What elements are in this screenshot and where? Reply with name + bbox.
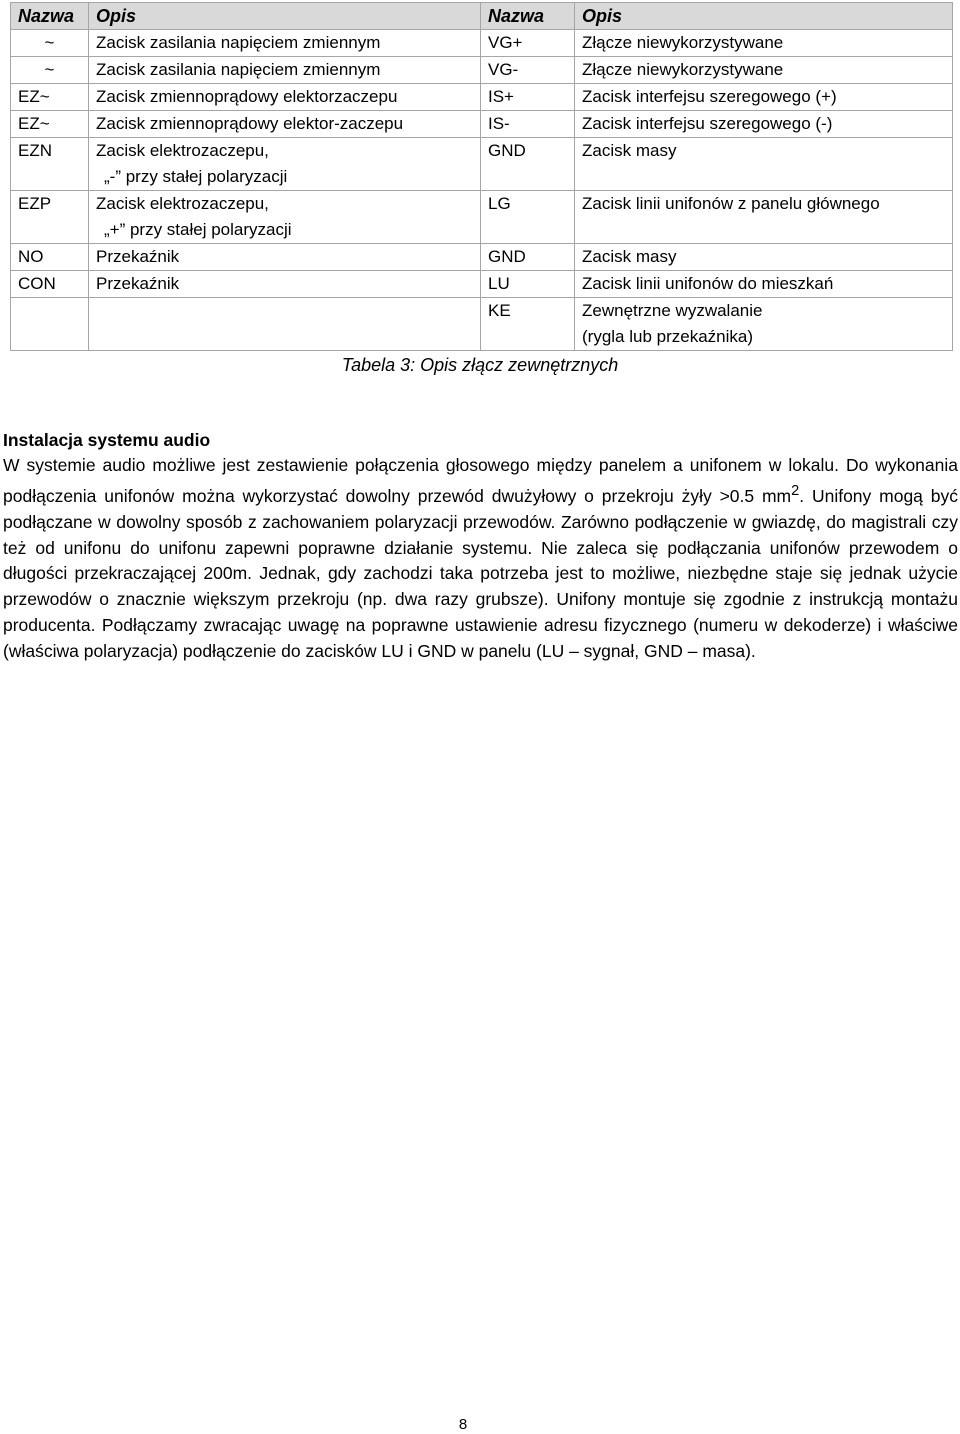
paragraph-text-part-1: W systemie audio możliwe jest zestawienie połączenia głosowego między panelem a unifonem w lokalu. Do wykonania podłączenia unifonów można wykorzystać dowolny przewód dwużyłowy o przekroju żyły >0.5 mm xyxy=(3,455,958,506)
desc-line: „+” przy stałej polaryzacji xyxy=(104,220,292,239)
right-code-cell: LU xyxy=(481,271,575,298)
right-code-cell: GND xyxy=(481,244,575,271)
table-row xyxy=(11,30,953,57)
left-desc-cell xyxy=(89,244,481,271)
right-code-cell: VG- xyxy=(481,57,575,84)
header-name-right: Nazwa xyxy=(481,3,575,30)
desc-line: Zacisk masy xyxy=(582,141,677,160)
section-title: Instalacja systemu audio xyxy=(3,430,211,450)
desc-line: Zacisk zmiennoprądowy elektorzaczepu xyxy=(96,87,398,106)
superscript-two: 2 xyxy=(791,482,800,499)
left-code-cell: EZ~ xyxy=(11,111,89,138)
audio-installation-section xyxy=(3,427,958,665)
right-code-cell: VG+ xyxy=(481,30,575,57)
desc-line: Złącze niewykorzystywane xyxy=(582,60,784,79)
header-name-left: Nazwa xyxy=(11,3,89,30)
right-code-cell: IS+ xyxy=(481,84,575,111)
desc-line: Przekaźnik xyxy=(96,274,180,293)
header-desc-left: Opis xyxy=(89,3,481,30)
right-desc-cell xyxy=(575,57,953,84)
desc-line: Zacisk zmiennoprądowy elektor-zaczepu xyxy=(96,114,404,133)
section-paragraph xyxy=(3,453,958,665)
table-row xyxy=(11,84,953,111)
right-desc-cell xyxy=(575,298,953,351)
right-code-cell: IS- xyxy=(481,111,575,138)
left-desc-cell xyxy=(89,84,481,111)
right-desc-cell xyxy=(575,271,953,298)
desc-line: Zacisk linii unifonów z panelu głównego xyxy=(582,194,880,213)
table-row xyxy=(11,191,953,244)
connectors-table xyxy=(10,2,953,351)
left-code-cell: EZP xyxy=(11,191,89,244)
left-code-cell: CON xyxy=(11,271,89,298)
table-row xyxy=(11,244,953,271)
left-desc-cell xyxy=(89,57,481,84)
desc-line: Zacisk zasilania napięciem zmiennym xyxy=(96,33,381,52)
right-desc-cell xyxy=(575,191,953,244)
desc-line: Zacisk zasilania napięciem zmiennym xyxy=(96,60,381,79)
left-desc-cell xyxy=(89,298,481,351)
desc-line: Zacisk masy xyxy=(582,247,677,266)
right-code-cell: LG xyxy=(481,191,575,244)
table-row xyxy=(11,298,953,351)
left-desc-cell xyxy=(89,30,481,57)
right-desc-cell xyxy=(575,138,953,191)
header-desc-right: Opis xyxy=(575,3,953,30)
desc-line: Zewnętrzne wyzwalanie xyxy=(582,301,763,320)
left-code-cell: EZ~ xyxy=(11,84,89,111)
left-desc-cell xyxy=(89,111,481,138)
left-code-cell: EZN xyxy=(11,138,89,191)
left-code-cell: NO xyxy=(11,244,89,271)
right-code-cell: GND xyxy=(481,138,575,191)
desc-line: Zacisk elektrozaczepu, xyxy=(96,194,269,213)
desc-line: Przekaźnik xyxy=(96,247,180,266)
table-row xyxy=(11,111,953,138)
desc-line: Zacisk linii unifonów do mieszkań xyxy=(582,274,834,293)
table-row xyxy=(11,138,953,191)
table-caption: Tabela 3: Opis złącz zewnętrznych xyxy=(341,355,619,375)
page-number: 8 xyxy=(458,1416,468,1433)
right-desc-cell xyxy=(575,30,953,57)
desc-line: Zacisk interfejsu szeregowego (-) xyxy=(582,114,833,133)
table-header-row xyxy=(11,3,953,30)
left-desc-cell xyxy=(89,138,481,191)
right-desc-cell xyxy=(575,111,953,138)
table-row xyxy=(11,271,953,298)
left-code-cell: ~ xyxy=(11,57,89,84)
right-code-cell: KE xyxy=(481,298,575,351)
paragraph-text-part-2: . Unifony mogą być podłączane w dowolny sposób z zachowaniem polaryzacji przewodów. Zarówno podłączenie w gwiazdę, do magistrali czy też od unifonu do unifonu zapewni poprawne działanie systemu. Nie zaleca się podłączania unifonów przewodem o długości przekraczającej 200m. Jednak, gdy zachodzi taka potrzeba jest to możliwe, niezbędne staje się jednak użycie przewodów o znacznie większym przekroju (np. dwa razy grubsze). Unifony montuje się zgodnie z instrukcją montażu producenta. Podłączamy zwracając uwagę na poprawne ustawienie adresu fizycznego (numeru w dekoderze) i właściwe (właściwa polaryzacja) podłączenie do zacisków LU i GND w panelu (LU – sygnał, GND – masa). xyxy=(3,485,958,662)
desc-line: Zacisk elektrozaczepu, xyxy=(96,141,269,160)
right-desc-cell xyxy=(575,244,953,271)
desc-line: „-” przy stałej polaryzacji xyxy=(104,167,288,186)
desc-line: (rygla lub przekaźnika) xyxy=(582,327,754,346)
left-code-cell xyxy=(11,298,89,351)
left-desc-cell xyxy=(89,191,481,244)
right-desc-cell xyxy=(575,84,953,111)
left-code-cell: ~ xyxy=(11,30,89,57)
desc-line: Złącze niewykorzystywane xyxy=(582,33,784,52)
left-desc-cell xyxy=(89,271,481,298)
desc-line: Zacisk interfejsu szeregowego (+) xyxy=(582,87,837,106)
table-row xyxy=(11,57,953,84)
